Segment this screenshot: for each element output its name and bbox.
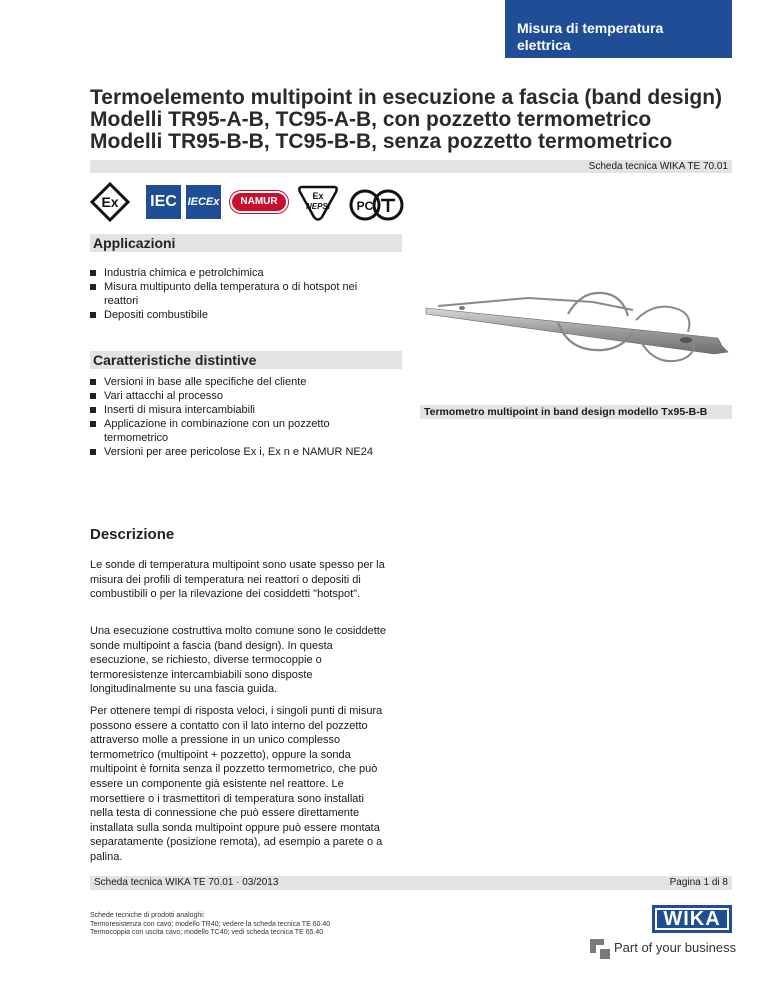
footer-bar bbox=[90, 876, 732, 890]
description-paragraph-1: Le sonde di temperatura multipoint sono usate spesso per la misura dei profili di temperatura nei reattori o depositi di combustibili o per la rilevazione dei cosiddetti "hotspot". bbox=[90, 559, 385, 601]
title-line-2: Modelli TR95-A-B, TC95-A-B, con pozzetto termometrico bbox=[90, 108, 652, 131]
category-line-1: Misura di temperatura bbox=[517, 20, 664, 36]
list-item: Versioni per aree pericolose Ex i, Ex n e NAMUR NE24 bbox=[90, 445, 390, 459]
list-item: Applicazione in combinazione con un pozzetto termometrico bbox=[90, 417, 390, 445]
sheet-reference-bar bbox=[90, 160, 732, 173]
applications-list bbox=[90, 266, 390, 322]
footer-document-ref: Scheda tecnica WIKA TE 70.01 · 03/2013 bbox=[94, 877, 279, 888]
list-item: Depositi combustibile bbox=[90, 308, 390, 322]
title-line-1: Termoelemento multipoint in esecuzione a fascia (band design) bbox=[90, 86, 723, 109]
list-item: Inserti di misura intercambiabili bbox=[90, 403, 390, 417]
namur-logo: NAMUR bbox=[232, 193, 286, 211]
applications-heading: Applicazioni bbox=[90, 234, 402, 252]
description-heading: Descrizione bbox=[90, 526, 175, 543]
svg-text:NEPSI: NEPSI bbox=[305, 202, 331, 211]
description-paragraph-3: Per ottenere tempi di risposta veloci, i singoli punti di misura possono essere a contatto con il lato interno del pozzetto attraverso molle a pressione in un unico complesso termometrico (multipoint + pozzetto), oppure la sonda multipoint è fornita senza il pozzetto termometrico, che può essere un componente già esistente nel reattore. Le morsettiere o i trasmettitori di temperatura sono installati nella testa di connessione che può essere direttamente installata sulla sonda multipoint oppure può essere montata separatamente (posizione remota), ad esempio a parete o a palina. bbox=[90, 705, 383, 863]
product-image bbox=[418, 280, 734, 372]
nepsi-logo bbox=[296, 183, 340, 223]
category-badge bbox=[505, 0, 732, 58]
document-title bbox=[90, 87, 740, 153]
list-item: Misura multipunto della temperatura o di hotspot nei reattori bbox=[90, 280, 390, 308]
features-heading: Caratteristiche distintive bbox=[90, 351, 402, 369]
sheet-reference: Scheda tecnica WIKA TE 70.01 bbox=[588, 161, 728, 172]
title-line-3: Modelli TR95-B-B, TC95-B-B, senza pozzetto termometrico bbox=[90, 130, 673, 153]
list-item: Industria chimica e petrolchimica bbox=[90, 266, 390, 280]
category-line-2: elettrica bbox=[517, 37, 571, 53]
iecex-logo: IECEx bbox=[186, 185, 221, 219]
ex-label: Ex bbox=[101, 194, 119, 210]
iec-logo: IEC bbox=[146, 185, 181, 219]
features-list bbox=[90, 375, 390, 459]
atex-ex-icon bbox=[90, 182, 130, 222]
related-sheets: Schede tecniche di prodotti analoghi: Termoresistenza con cavo; modello TR40; vedere la scheda tecnica TE 60.40 Termocoppia con uscita cavo; modello TC40; vedi scheda tecnica TE 65.40 bbox=[90, 912, 331, 936]
description-paragraph-2: Una esecuzione costruttiva molto comune sono le cosiddette sonde multipoint a fascia (band design). In questa esecuzione, se richiesto, diverse termocoppie o termoresistenze intercambiabili sono disposte longitudinalmente su una fascia guida. bbox=[90, 625, 386, 696]
image-caption: Termometro multipoint in band design modello Tx95-B-B bbox=[420, 405, 732, 419]
gost-logo bbox=[348, 185, 404, 225]
list-item: Versioni in base alle specifiche del cliente bbox=[90, 375, 390, 389]
svg-text:PC: PC bbox=[356, 199, 374, 213]
wika-logo: WIKA bbox=[652, 905, 732, 933]
page-number: Pagina 1 di 8 bbox=[669, 877, 728, 888]
list-item: Vari attacchi al processo bbox=[90, 389, 390, 403]
tagline: Part of your business bbox=[614, 940, 737, 955]
svg-text:Ex: Ex bbox=[312, 191, 324, 201]
